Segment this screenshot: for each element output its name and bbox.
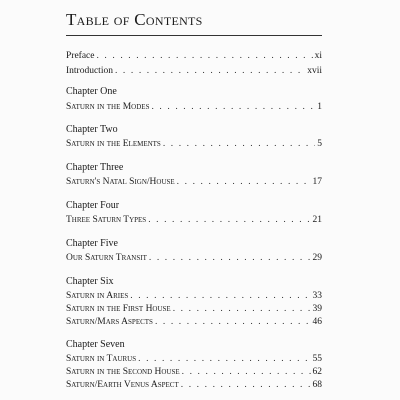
toc-entry-preface[interactable] bbox=[66, 51, 322, 62]
chapter-heading: Chapter Five bbox=[66, 238, 118, 249]
toc-entry-title: Our Saturn Transit bbox=[66, 253, 147, 263]
page-title: Table of Contents bbox=[66, 10, 203, 29]
toc-entry-page: 33 bbox=[312, 291, 322, 301]
toc-entry-title: Saturn in the First House bbox=[66, 304, 171, 314]
dot-leader bbox=[149, 253, 311, 264]
dot-leader bbox=[148, 215, 310, 226]
toc-entry-page: xi bbox=[314, 51, 322, 61]
toc-entry-page: 62 bbox=[312, 367, 322, 377]
toc-entry[interactable] bbox=[66, 253, 322, 264]
toc-entry[interactable] bbox=[66, 304, 322, 315]
dot-leader bbox=[151, 102, 315, 113]
toc-entry-title: Saturn in the Modes bbox=[66, 102, 150, 112]
toc-entry-page: 17 bbox=[312, 177, 322, 187]
toc-entry-title: Saturn's Natal Sign/House bbox=[66, 177, 175, 187]
chapter-heading: Chapter Four bbox=[66, 200, 120, 211]
toc-entry[interactable] bbox=[66, 380, 322, 391]
toc-entry[interactable] bbox=[66, 354, 322, 365]
toc-entry-page: 39 bbox=[312, 304, 322, 314]
toc-entry-introduction[interactable] bbox=[66, 66, 322, 77]
dot-leader bbox=[181, 380, 311, 391]
toc-entry-title: Three Saturn Types bbox=[66, 215, 147, 225]
toc-entry-title: Saturn in the Second House bbox=[66, 367, 180, 377]
dot-leader bbox=[173, 304, 311, 315]
toc-entry-title: Saturn in Taurus bbox=[66, 354, 137, 364]
chapter-heading: Chapter Six bbox=[66, 276, 114, 287]
toc-entry[interactable] bbox=[66, 367, 322, 378]
toc-entry[interactable] bbox=[66, 291, 322, 302]
toc-entry-title: Saturn in the Elements bbox=[66, 139, 161, 149]
toc-entry-page: 29 bbox=[312, 253, 322, 263]
toc-entry-page: 68 bbox=[312, 380, 322, 390]
toc-entry-title: Saturn/Earth Venus Aspect bbox=[66, 380, 179, 390]
toc-entry[interactable] bbox=[66, 139, 322, 150]
toc-entry-page: 55 bbox=[312, 354, 322, 364]
toc-entry-page: 46 bbox=[312, 317, 322, 327]
chapter-heading: Chapter Two bbox=[66, 124, 118, 135]
toc-entry[interactable] bbox=[66, 317, 322, 328]
dot-leader bbox=[96, 51, 312, 62]
toc-entry-page: 5 bbox=[317, 139, 322, 149]
dot-leader bbox=[115, 66, 305, 77]
toc-entry-page: 21 bbox=[312, 215, 322, 225]
chapter-heading: Chapter One bbox=[66, 86, 117, 97]
dot-leader bbox=[182, 367, 311, 378]
chapter-heading: Chapter Three bbox=[66, 162, 124, 173]
toc-entry-page: xvii bbox=[307, 66, 322, 76]
toc-entry[interactable] bbox=[66, 215, 322, 226]
toc-entry-title: Saturn in Aries bbox=[66, 291, 129, 301]
toc-entry[interactable] bbox=[66, 177, 322, 188]
toc-entry-title: Preface bbox=[66, 51, 95, 61]
toc-entry-title: Introduction bbox=[66, 66, 113, 76]
chapter-heading: Chapter Seven bbox=[66, 339, 125, 350]
toc-entry-title: Saturn/Mars Aspects bbox=[66, 317, 153, 327]
toc-entry-page: 1 bbox=[317, 102, 322, 112]
dot-leader bbox=[163, 139, 315, 150]
dot-leader bbox=[138, 354, 310, 365]
toc-entry[interactable] bbox=[66, 102, 322, 113]
dot-leader bbox=[130, 291, 310, 302]
dot-leader bbox=[155, 317, 311, 328]
title-divider bbox=[66, 35, 322, 36]
dot-leader bbox=[177, 177, 311, 188]
